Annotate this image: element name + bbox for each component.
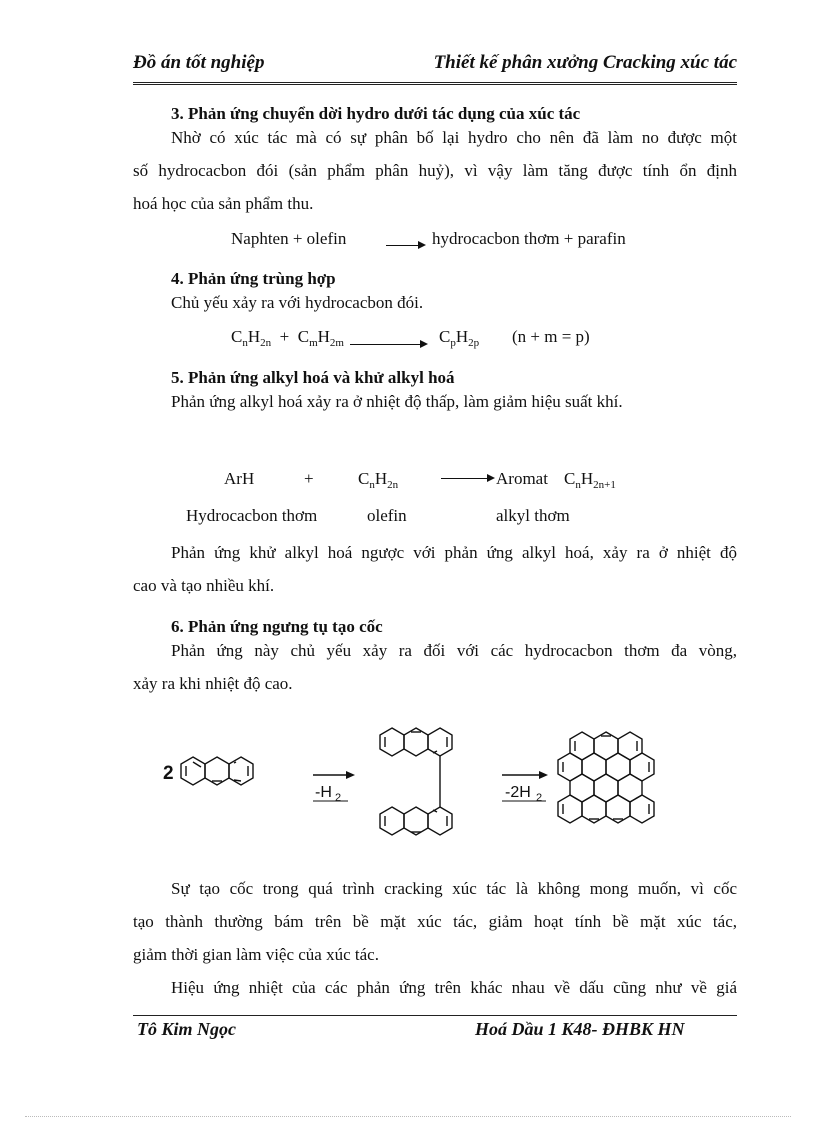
eq5-arrow (441, 478, 493, 479)
section-6-title: 6. Phản ứng ngưng tụ tạo cốc (171, 617, 383, 636)
minus-h2-sub: 2 (335, 792, 342, 804)
page-header (133, 52, 737, 82)
sec3-line1: Nhờ có xúc tác mà có sự phân bố lại hydro cho nên đã làm no được một (171, 128, 737, 147)
sec6-line1: Phản ứng này chủ yếu xảy ra đối với các hydrocacbon thơm đa vòng, (171, 641, 737, 660)
eq5-olefin-formula: $C_nH_{2n}$ (358, 469, 399, 491)
sec4-line1: Chủ yếu xảy ra với hydrocacbon đói. (171, 293, 424, 312)
body-line1: Sự tạo cốc trong quá trình cracking xúc tác là không mong muốn, vì cốc (171, 879, 737, 898)
section-4-title: 4. Phản ứng trùng hợp (171, 269, 336, 288)
header-rule (133, 82, 737, 85)
condensed-aromatic-structure (558, 732, 654, 823)
sec5-line1: Phản ứng alkyl hoá xảy ra ở nhiệt độ thấp, làm giảm hiệu suất khí. (171, 392, 623, 411)
eq3-left: Naphten + olefin (231, 229, 347, 248)
minus-h2-label: -H (315, 784, 332, 801)
footer-right: Hoá Dầu 1 K48- ĐHBK HN (475, 1019, 685, 1039)
body-line2: tạo thành thường bám trên bề mặt xúc tác, giảm hoạt tính bề mặt xúc tác, (133, 912, 737, 931)
eq5-label-3: alkyl thơm (496, 506, 570, 525)
sec6-line2: xảy ra khi nhiệt độ cao. (133, 674, 293, 693)
body-line3: giảm thời gian làm việc của xúc tác. (133, 945, 379, 964)
eq3-arrow (386, 245, 424, 246)
anthracene-structure (181, 757, 253, 785)
coefficient-2: 2 (163, 763, 174, 784)
eq5-aromat: Aromat (496, 469, 548, 488)
header-right: Thiết kế phân xưởng Cracking xúc tác (433, 52, 737, 73)
section-5-title: 5. Phản ứng alkyl hoá và khử alkyl hoá (171, 368, 455, 387)
header-left: Đồ án tốt nghiệp (133, 52, 265, 73)
bianthryl-structure (380, 728, 452, 835)
section-3-title: 3. Phản ứng chuyển dời hydro dưới tác dụng của xúc tác (171, 104, 581, 123)
sec3-line3: hoá học của sản phẩm thu. (133, 194, 314, 213)
page-bottom-dotted-line (25, 1116, 791, 1117)
sec5-line3: cao và tạo nhiều khí. (133, 576, 275, 595)
eq5-label-2: olefin (367, 506, 407, 525)
body-line4: Hiệu ứng nhiệt của các phản ứng trên khác nhau về dấu cũng như về giá (171, 978, 737, 997)
eq5-product-formula: $C_nH_{2n+1}$ (564, 469, 616, 491)
minus-2h2-label: -2H (505, 784, 531, 801)
minus-2h2-sub: 2 (536, 792, 543, 804)
eq5-arh: ArH (224, 469, 255, 488)
coke-formation-scheme (150, 712, 710, 857)
eq4-arrow (350, 344, 426, 345)
footer-rule (133, 1015, 737, 1016)
eq3-right: hydrocacbon thơm + parafin (432, 229, 626, 248)
sec3-line2: số hydrocacbon đói (sản phẩm phân huỷ), vì vậy làm tăng được tính ổn định (133, 161, 737, 180)
eq5-plus: + (304, 469, 314, 488)
eq4-product: $C_pH_{2p}$ (439, 327, 480, 349)
eq4-condition: (n + m = p) (512, 327, 590, 346)
eq4-formula: $C_nH_{2n} + C_mH_{2m}$ (231, 327, 344, 349)
eq5-label-1: Hydrocacbon thơm (186, 506, 318, 525)
footer-left: Tô Kim Ngọc (137, 1019, 236, 1039)
sec5-line2: Phản ứng khử alkyl hoá ngược với phản ứng alkyl hoá, xảy ra ở nhiệt độ (171, 543, 737, 562)
